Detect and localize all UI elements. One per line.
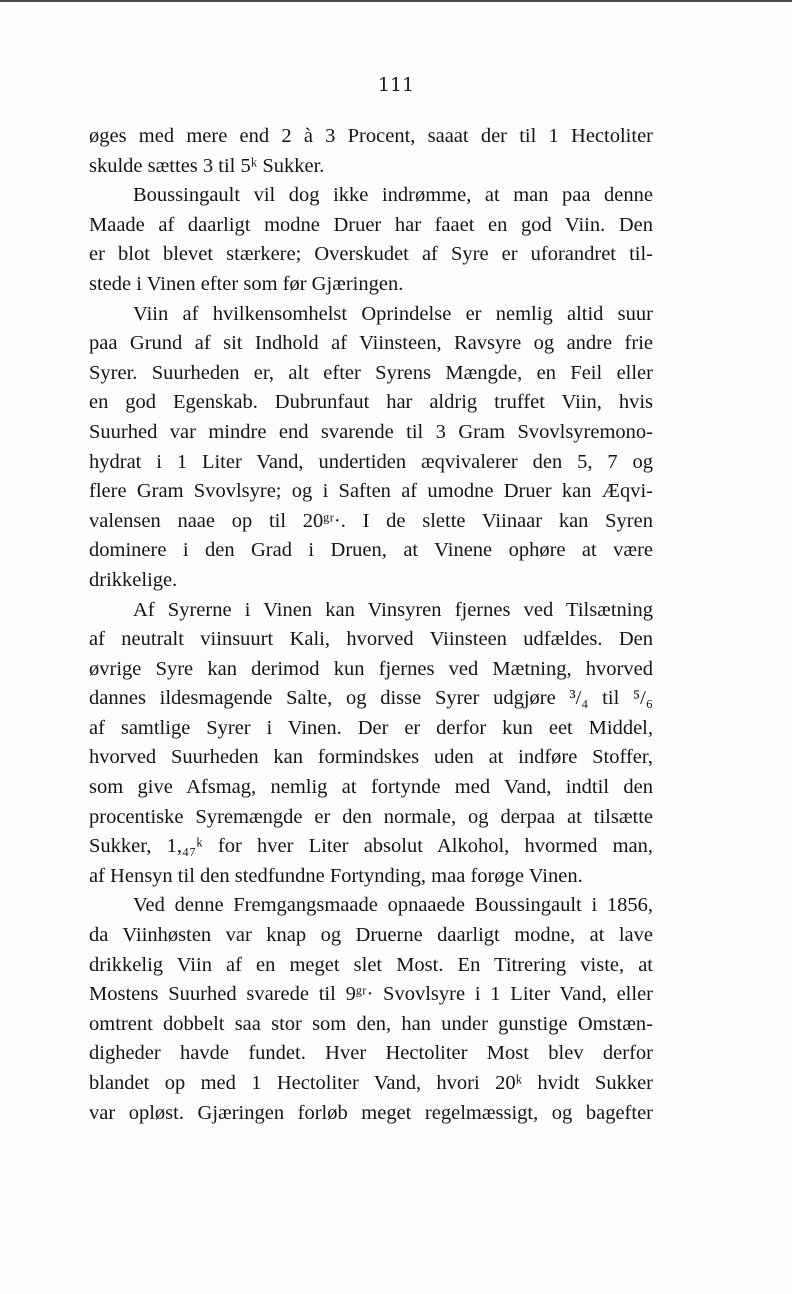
text-line: hydrat i 1 Liter Vand, undertiden æqvivalerer den 5, 7 og — [89, 450, 653, 473]
page-number: 111 — [377, 74, 415, 96]
text-line: er blot blevet stærkere; Overskudet af Syre er uforandret til- — [89, 243, 653, 266]
text-line: flere Gram Svovlsyre; og i Saften af umodne Druer kan Æqvi- — [89, 480, 653, 503]
text-line: som give Afsmag, nemlig at fortynde med Vand, indtil den — [89, 776, 653, 799]
text-line: var opløst. Gjæringen forløb meget regelmæssigt, og bagefter — [89, 1101, 653, 1124]
text-line: Viin af hvilkensomhelst Oprindelse er nemlig altid suur — [133, 302, 653, 325]
text-line: drikkelige. — [89, 568, 178, 591]
text-line: Sukker, 1,₄₇ᵏ for hver Liter absolut Alkohol, hvormed man, — [89, 835, 653, 858]
text-line: af samtlige Syrer i Vinen. Der er derfor kun eet Middel, — [89, 716, 653, 739]
text-line: Af Syrerne i Vinen kan Vinsyren fjernes ved Tilsætning — [133, 598, 653, 621]
text-line: Boussingault vil dog ikke indrømme, at man paa denne — [133, 184, 653, 207]
text-line: Suurhed var mindre end svarende til 3 Gram Svovlsyremono- — [89, 420, 653, 443]
text-line: øges med mere end 2 à 3 Procent, saaat der til 1 Hectoliter — [89, 125, 653, 147]
text-line: Mostens Suurhed svarede til 9ᵍʳ· Svovlsyre i 1 Liter Vand, eller — [89, 983, 653, 1006]
text-line: skulde sættes 3 til 5ᵏ Sukker. — [89, 154, 325, 177]
text-line: øvrige Syre kan derimod kun fjernes ved Mætning, hvorved — [89, 657, 653, 680]
text-line: af Hensyn til den stedfundne Fortynding, maa forøge Vinen. — [89, 864, 583, 887]
text-line: af neutralt viinsuurt Kali, hvorved Viinsteen udfældes. Den — [89, 628, 653, 651]
text-line: dominere i den Grad i Druen, at Vinene ophøre at være — [89, 539, 653, 562]
text-line: dannes ildesmagende Salte, og disse Syrer udgjøre ³/₄ til ⁵/₆ — [89, 687, 653, 710]
text-line: da Viinhøsten var knap og Druerne daarligt modne, at lave — [89, 924, 653, 947]
text-line: procentiske Syremængde er den normale, og derpaa at tilsætte — [89, 805, 653, 828]
text-line: Maade af daarligt modne Druer har faaet en god Viin. Den — [89, 213, 653, 236]
text-line: hvorved Suurheden kan formindskes uden at indføre Stoffer, — [89, 746, 653, 769]
text-line: drikkelig Viin af en meget slet Most. En Titrering viste, at — [89, 953, 653, 976]
text-line: Syrer. Suurheden er, alt efter Syrens Mængde, en Feil eller — [89, 361, 653, 384]
text-line: en god Egenskab. Dubrunfaut har aldrig truffet Viin, hvis — [89, 391, 653, 414]
top-edge-rule — [0, 0, 792, 2]
text-line: blandet op med 1 Hectoliter Vand, hvori 20ᵏ hvidt Sukker — [89, 1072, 653, 1094]
text-line: omtrent dobbelt saa stor som den, han under gunstige Omstæn- — [89, 1012, 653, 1035]
text-line: Ved denne Fremgangsmaade opnaaede Boussingault i 1856, — [133, 894, 653, 917]
text-line: valensen naae op til 20ᵍʳ·. I de slette Viinaar kan Syren — [89, 509, 653, 532]
text-line: digheder havde fundet. Hver Hectoliter Most blev derfor — [89, 1042, 653, 1065]
body-text — [89, 122, 653, 1128]
text-line: paa Grund af sit Indhold af Viinsteen, Ravsyre og andre frie — [89, 332, 653, 355]
text-line: stede i Vinen efter som før Gjæringen. — [89, 272, 404, 295]
